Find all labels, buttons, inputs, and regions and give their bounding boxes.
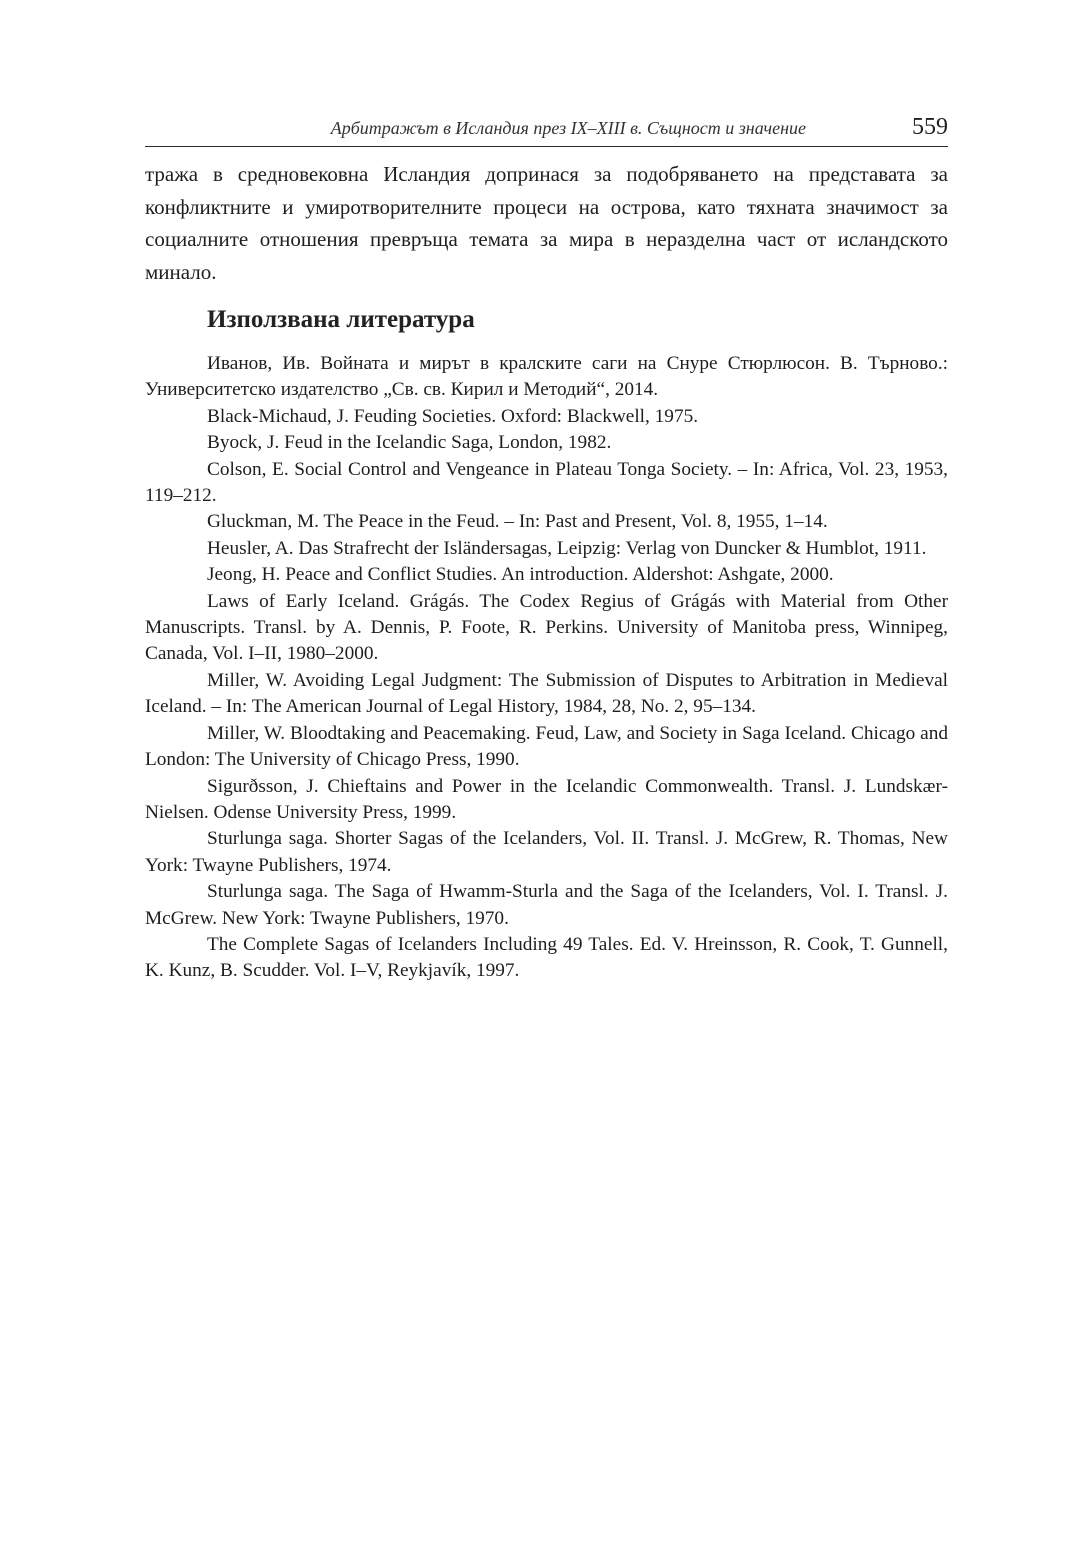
running-header <box>145 112 948 147</box>
reference-entry: Gluckman, M. The Peace in the Feud. – In: Past and Present, Vol. 8, 1955, 1–14. <box>207 511 828 533</box>
reference-entry: Иванов, Ив. Войната и мирът в кралските саги на Снуре Стюрлюсон. В. Търново.: Университетско издателство „Св. св. Кирил и Методий“, 2014. <box>145 353 948 401</box>
reference-entry: Byock, J. Feud in the Icelandic Saga, London, 1982. <box>207 432 612 454</box>
reference-entry: Colson, E. Social Control and Vengeance in Plateau Tonga Society. – In: Africa, Vol. 23, 1953, 119–212. <box>145 458 948 507</box>
reference-entry: Sturlunga saga. Shorter Sagas of the Icelanders, Vol. II. Transl. J. McGrew, R. Thomas, New York: Twayne Publishers, 1974. <box>145 828 948 876</box>
reference-entry: Black-Michaud, J. Feuding Societies. Oxford: Blackwell, 1975. <box>207 405 699 427</box>
bibliography-heading: Използвана литература <box>207 306 475 333</box>
reference-entry: The Complete Sagas of Icelanders Including 49 Tales. Ed. V. Hreinsson, R. Cook, T. Gunnell, K. Kunz, B. Scudder. Vol. I–V, Reykjavík, 1997. <box>145 933 948 982</box>
reference-entry: Laws of Early Iceland. Grágás. The Codex Regius of Grágás with Material from Other Manuscripts. Transl. by A. Dennis, P. Foote, R. Perkins. University of Manitoba press, Winnipeg, Canada, Vol. I–II, 1980–2000. <box>145 590 948 665</box>
reference-entry: Sturlunga saga. The Saga of Hwamm-Sturla and the Saga of the Icelanders, Vol. I. Transl. J. McGrew. New York: Twayne Publishers, 1970. <box>145 881 948 929</box>
reference-list <box>145 351 948 985</box>
reference-entry: Miller, W. Bloodtaking and Peacemaking. Feud, Law, and Society in Saga Iceland. Chicago and London: The University of Chicago Press, 1990. <box>145 722 948 771</box>
reference-entry: Heusler, A. Das Strafrecht der Isländersagas, Leipzig: Verlag von Duncker & Humblot, 1911. <box>207 537 927 559</box>
reference-entry: Jeong, H. Peace and Conflict Studies. An introduction. Aldershot: Ashgate, 2000. <box>207 564 834 586</box>
running-title: Арбитражът в Исландия през IX–XIII в. Същност и значение <box>330 118 806 138</box>
body-paragraph: тража в средновековна Исландия допринася за подобряването на представата за конфликтните и умиротворителните процеси на острова, като тяхната значимост за социалните отношения превръща темата за мира в неразделна част от исландското минало. <box>145 162 948 284</box>
reference-entry: Sigurðsson, J. Chieftains and Power in the Icelandic Commonwealth. Transl. J. Lundskær-Nielsen. Odense University Press, 1999. <box>145 775 948 823</box>
reference-entry: Miller, W. Avoiding Legal Judgment: The Submission of Disputes to Arbitration in Medieval Iceland. – In: The American Journal of Legal History, 1984, 28, No. 2, 95–134. <box>145 669 948 718</box>
page-number: 559 <box>912 114 948 140</box>
